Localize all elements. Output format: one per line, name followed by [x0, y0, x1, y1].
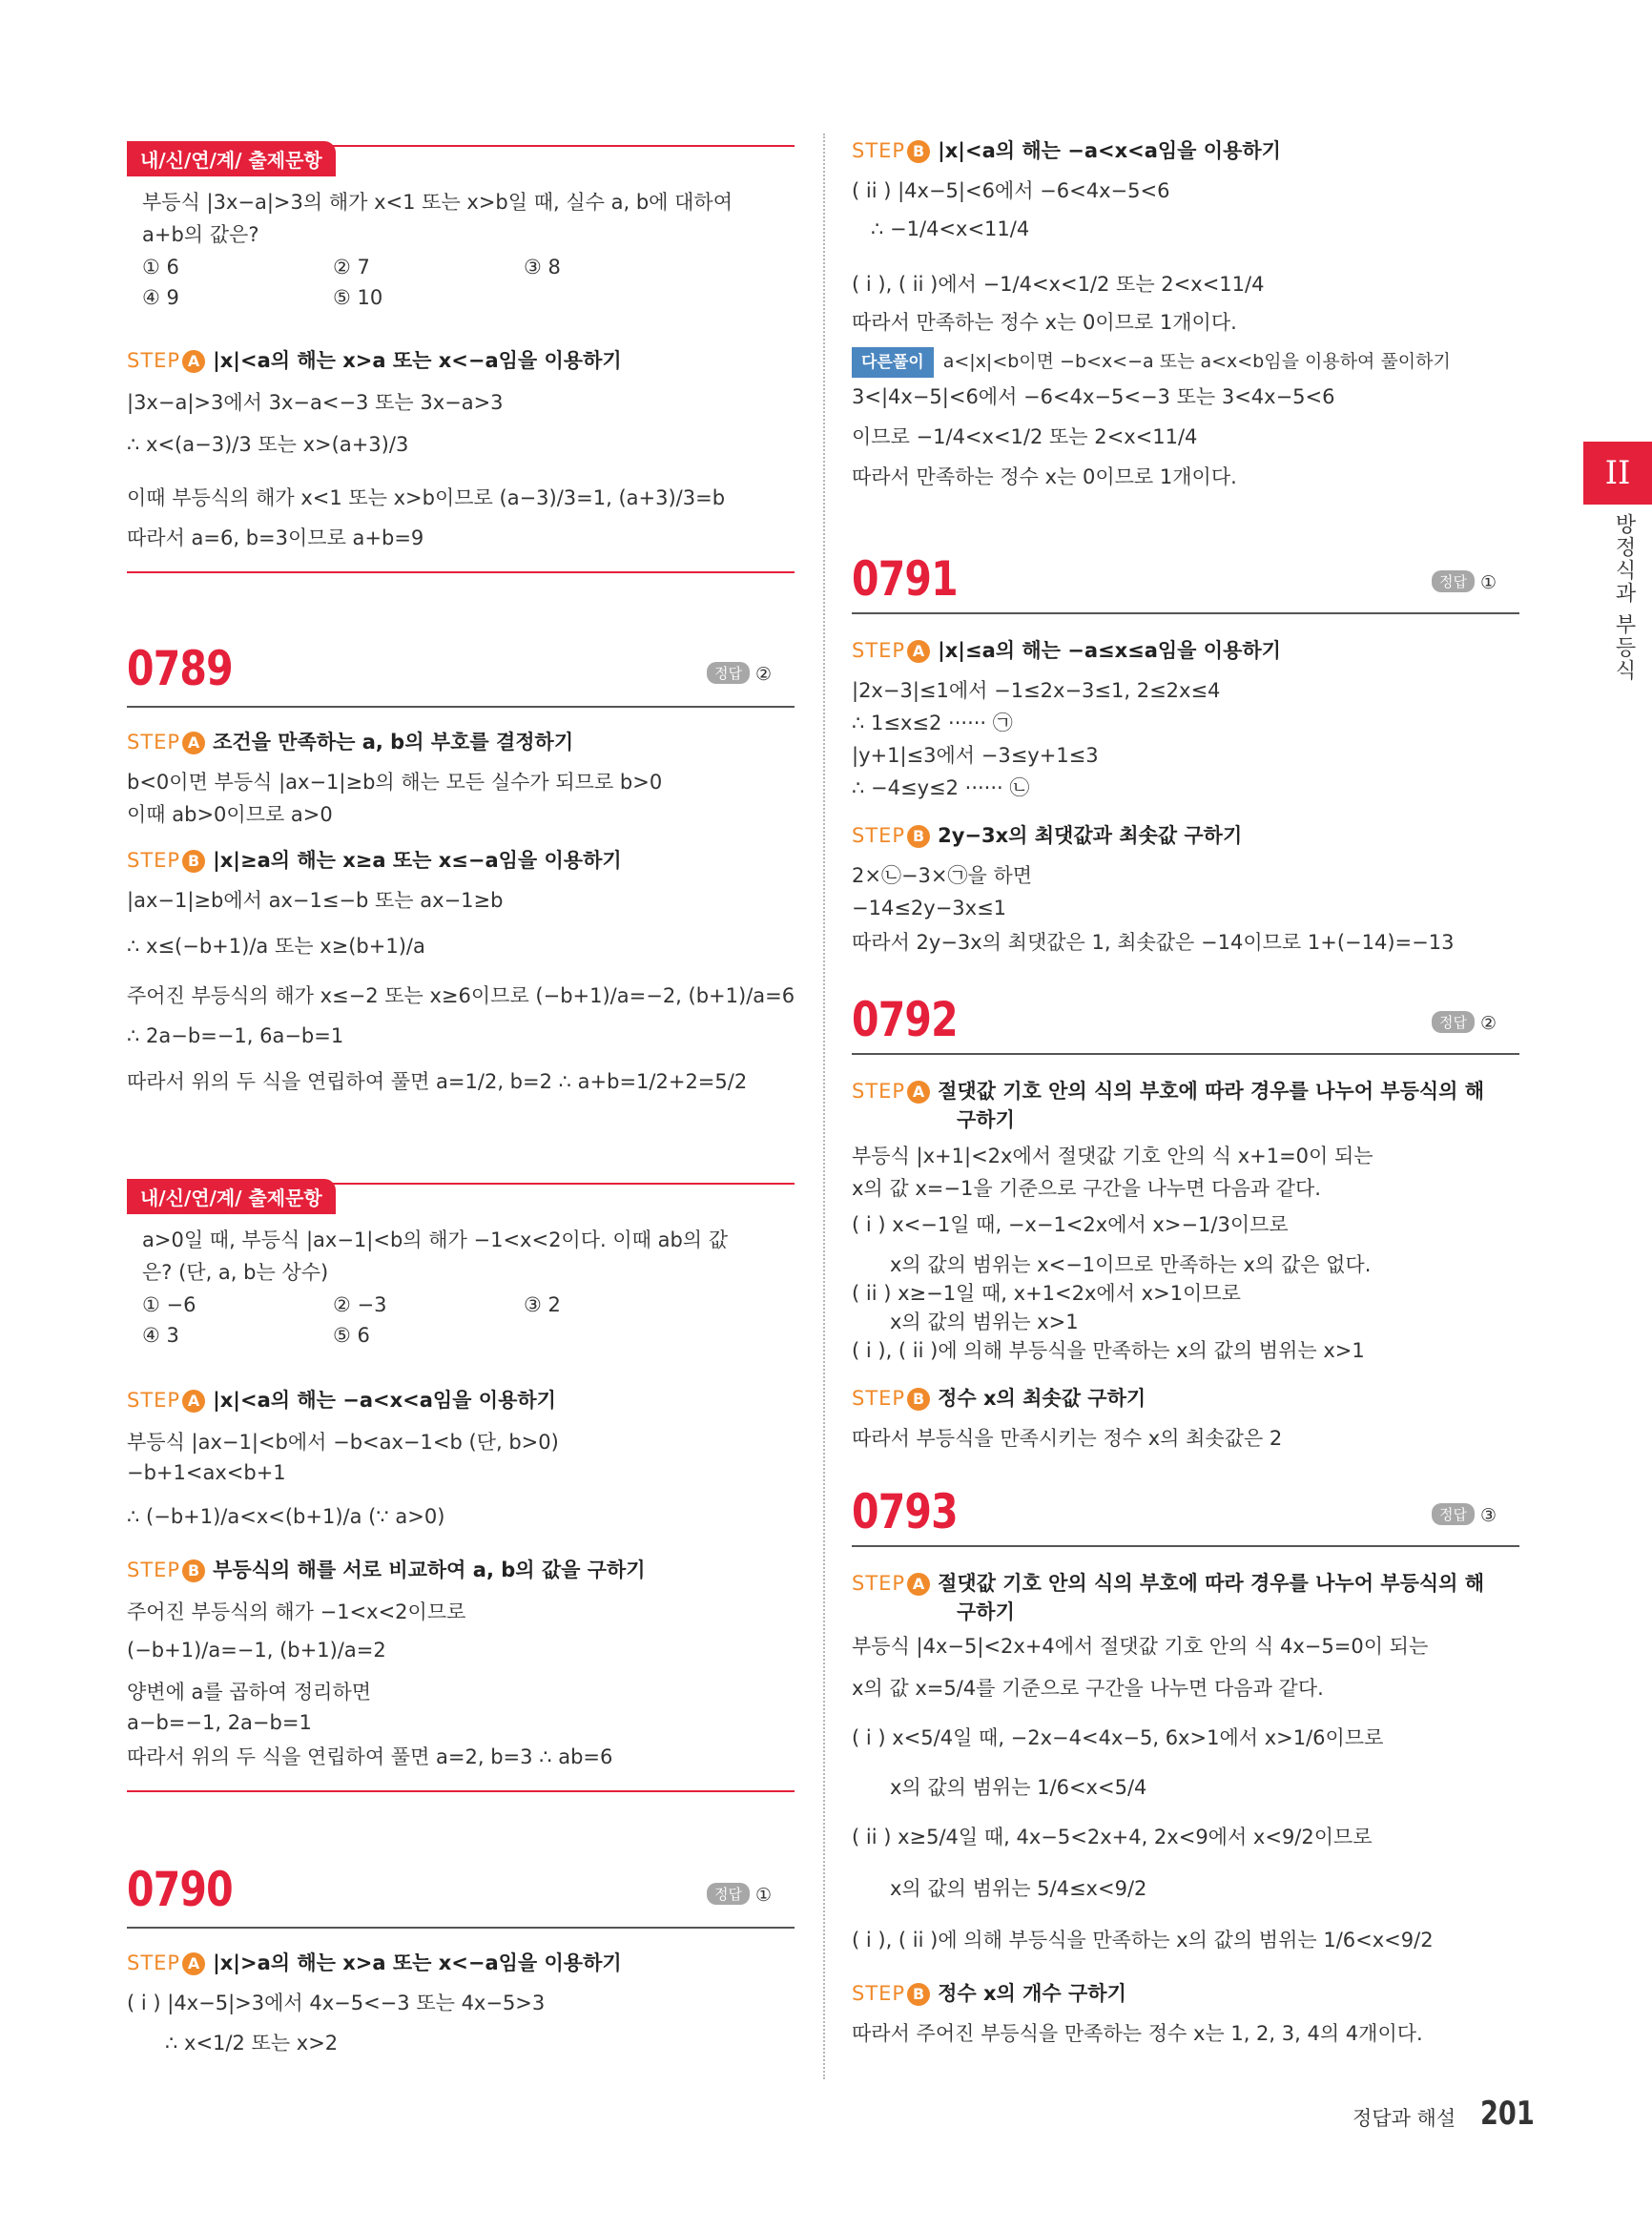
red-rule [127, 1790, 795, 1792]
step-title-continued: 구하기 [957, 1108, 1015, 1131]
answer-tag: 정답 [1432, 570, 1475, 592]
page-number: 201 [1480, 2095, 1535, 2133]
solution-line: ( ii ) x≥−1일 때, x+1<2x에서 x>1이므로 [852, 1282, 1241, 1305]
solution-line: 따라서 부등식을 만족시키는 정수 x의 최솟값은 2 [852, 1427, 1283, 1450]
answer-tag: 정답 [707, 1883, 750, 1905]
step-label: STEP [127, 1559, 181, 1581]
choice-4: ④ 3 [142, 1324, 179, 1347]
solution-line: −14≤2y−3x≤1 [852, 897, 1007, 919]
solution-line: 이때 부등식의 해가 x<1 또는 x>b이므로 (a−3)/3=1, (a+3)/3=b [127, 486, 726, 509]
answer-tag: 정답 [1432, 1503, 1475, 1525]
step-label: STEP [852, 639, 906, 662]
solution-line: ∴ x<(a−3)/3 또는 x>(a+3)/3 [127, 433, 409, 456]
step-title: |x|≤a의 해는 −a≤x≤a임을 이용하기 [938, 639, 1281, 662]
choice-4: ④ 9 [142, 286, 179, 309]
solution-line: x의 값 x=5/4를 기준으로 구간을 나누면 다음과 같다. [852, 1677, 1324, 1700]
solution-line: ( ii ) |4x−5|<6에서 −6<4x−5<6 [852, 179, 1170, 202]
step-title: 정수 x의 개수 구하기 [938, 1982, 1126, 2005]
answer-tag: 정답 [1432, 1011, 1475, 1033]
choice-2: ② 7 [333, 256, 370, 279]
solution-line: ∴ 2a−b=−1, 6a−b=1 [127, 1024, 344, 1047]
step-label: STEP [852, 1387, 906, 1410]
step-badge-b: B [182, 1559, 205, 1582]
question-line: a+b의 값은? [142, 223, 259, 246]
solution-line: 따라서 2y−3x의 최댓값은 1, 최솟값은 −14이므로 1+(−14)=−13 [852, 931, 1455, 954]
solution-line: ( i ), ( ii )에서 −1/4<x<1/2 또는 2<x<11/4 [852, 273, 1265, 296]
step-badge-a: A [182, 1952, 205, 1975]
step-badge-b: B [907, 825, 930, 848]
solution-line: 부등식 |4x−5|<2x+4에서 절댓값 기호 안의 식 4x−5=0이 되는 [852, 1635, 1429, 1658]
step-title: 조건을 만족하는 a, b의 부호를 결정하기 [213, 731, 574, 754]
step-label: STEP [127, 849, 181, 872]
step-badge-b: B [907, 140, 930, 163]
solution-line: ∴ x≤(−b+1)/a 또는 x≥(b+1)/a [127, 935, 425, 958]
solution-line: (−b+1)/a=−1, (b+1)/a=2 [127, 1639, 386, 1662]
step-b-heading [852, 1383, 1146, 1412]
choice-1: ① −6 [142, 1293, 196, 1316]
choice-3: ③ 8 [524, 256, 561, 279]
solution-line: x의 값의 범위는 x<−1이므로 만족하는 x의 값은 없다. [890, 1253, 1372, 1276]
solution-line: b<0이면 부등식 |ax−1|≥b의 해는 모든 실수가 되므로 b>0 [127, 771, 663, 794]
answer-indicator [1432, 1503, 1497, 1526]
step-b-heading [127, 845, 622, 874]
step-a-heading [127, 345, 622, 374]
solution-line: 이때 ab>0이므로 a>0 [127, 803, 333, 826]
solution-line: ( ii ) x≥5/4일 때, 4x−5<2x+4, 2x<9에서 x<9/2이므로 [852, 1826, 1373, 1848]
step-title: 부등식의 해를 서로 비교하여 a, b의 값을 구하기 [213, 1559, 646, 1581]
answer-value: ② [754, 664, 773, 685]
step-b-heading [852, 1978, 1126, 2007]
choice-1: ① 6 [142, 256, 179, 279]
choice-3: ③ 2 [524, 1293, 561, 1316]
step-badge-a: A [182, 732, 205, 754]
step-badge-a: A [907, 1081, 930, 1104]
step-title: 절댓값 기호 안의 식의 부호에 따라 경우를 나누어 부등식의 해 [938, 1572, 1485, 1595]
step-title: |x|<a의 해는 −a<x<a임을 이용하기 [938, 139, 1281, 162]
step-b-heading [852, 820, 1242, 849]
red-rule [279, 1183, 795, 1185]
step-title: 2y−3x의 최댓값과 최솟값 구하기 [938, 824, 1243, 847]
step-label: STEP [852, 1982, 906, 2005]
answer-value: ② [1479, 1013, 1497, 1034]
step-a-heading [852, 1568, 1484, 1597]
chapter-tab: II [1583, 442, 1652, 505]
answer-indicator [707, 1883, 772, 1906]
step-badge-a: A [907, 640, 930, 663]
step-label: STEP [852, 824, 906, 847]
step-label: STEP [852, 1080, 906, 1103]
problem-number: 0790 [127, 1862, 233, 1917]
answer-indicator [1432, 1011, 1497, 1034]
solution-line: 양변에 a를 곱하여 정리하면 [127, 1681, 372, 1703]
step-badge-a: A [907, 1573, 930, 1596]
related-problem-tag: 내/신/연/계/ 출제문항 [127, 1179, 336, 1214]
choice-5: ⑤ 10 [333, 286, 383, 309]
answer-value: ① [754, 1885, 773, 1906]
chapter-title: 방정식과 부등식 [1612, 513, 1636, 682]
step-b-heading [852, 135, 1281, 164]
step-badge-b: B [907, 1983, 930, 2006]
problem-number: 0792 [852, 992, 958, 1047]
answer-tag: 정답 [707, 662, 750, 684]
step-title: 절댓값 기호 안의 식의 부호에 따라 경우를 나누어 부등식의 해 [938, 1080, 1485, 1103]
alt-solution-title: a<|x|<b이면 −b<x<−a 또는 a<x<b임을 이용하여 풀이하기 [942, 351, 1451, 372]
step-badge-a: A [182, 350, 205, 373]
question-line: a>0일 때, 부등식 |ax−1|<b의 해가 −1<x<2이다. 이때 ab의 값 [142, 1229, 729, 1251]
step-title: |x|<a의 해는 x>a 또는 x<−a임을 이용하기 [213, 349, 622, 372]
solution-line: ∴ x<1/2 또는 x>2 [165, 2032, 339, 2054]
section-rule [852, 1053, 1519, 1055]
step-badge-b: B [907, 1388, 930, 1411]
section-rule [852, 612, 1519, 614]
solution-line: 따라서 만족하는 정수 x는 0이므로 1개이다. [852, 465, 1237, 488]
solution-line: x의 값의 범위는 1/6<x<5/4 [890, 1776, 1147, 1799]
step-title: |x|≥a의 해는 x≥a 또는 x≤−a임을 이용하기 [213, 849, 622, 872]
step-a-heading [127, 1385, 556, 1414]
step-label: STEP [127, 731, 181, 754]
step-title: |x|>a의 해는 x>a 또는 x<−a임을 이용하기 [213, 1951, 622, 1974]
problem-number: 0793 [852, 1484, 958, 1539]
solution-line: 따라서 위의 두 식을 연립하여 풀면 a=1/2, b=2 ∴ a+b=1/2+2=5/2 [127, 1070, 748, 1093]
alt-solution-heading [852, 347, 1451, 378]
step-label: STEP [127, 1389, 181, 1412]
solution-line: ∴ 1≤x≤2 ······ ㉠ [852, 712, 1013, 734]
question-line: 부등식 |3x−a|>3의 해가 x<1 또는 x>b일 때, 실수 a, b에 대하여 [142, 191, 733, 214]
solution-line: 따라서 a=6, b=3이므로 a+b=9 [127, 527, 424, 549]
step-a-heading [127, 1948, 622, 1976]
solution-line: |2x−3|≤1에서 −1≤2x−3≤1, 2≤2x≤4 [852, 679, 1221, 702]
answer-value: ① [1479, 572, 1497, 593]
solution-line: ∴ −4≤y≤2 ······ ㉡ [852, 776, 1030, 799]
solution-line: ( i ) x<5/4일 때, −2x−4<4x−5, 6x>1에서 x>1/6이므로 [852, 1726, 1384, 1749]
solution-line: |ax−1|≥b에서 ax−1≤−b 또는 ax−1≥b [127, 889, 504, 912]
solution-line: ( i ) x<−1일 때, −x−1<2x에서 x>−1/3이므로 [852, 1213, 1289, 1236]
section-rule [127, 706, 795, 708]
solution-line: x의 값의 범위는 5/4≤x<9/2 [890, 1877, 1147, 1900]
related-problem-tag: 내/신/연/계/ 출제문항 [127, 141, 336, 176]
alt-solution-tag: 다른풀이 [852, 347, 934, 378]
question-line: 은? (단, a, b는 상수) [142, 1261, 329, 1284]
solution-line: 부등식 |ax−1|<b에서 −b<ax−1<b (단, b>0) [127, 1431, 559, 1454]
solution-line: 3<|4x−5|<6에서 −6<4x−5<−3 또는 3<4x−5<6 [852, 385, 1335, 408]
solution-line: a−b=−1, 2a−b=1 [127, 1711, 312, 1734]
solution-line: 부등식 |x+1|<2x에서 절댓값 기호 안의 식 x+1=0이 되는 [852, 1145, 1373, 1167]
step-label: STEP [127, 349, 181, 372]
answer-value: ③ [1479, 1505, 1497, 1526]
red-rule [279, 145, 795, 147]
solution-line: 2×㉡−3×㉠을 하면 [852, 864, 1033, 887]
step-a-heading [852, 1076, 1484, 1105]
solution-line: x의 값의 범위는 x>1 [890, 1311, 1079, 1333]
step-title: 정수 x의 최솟값 구하기 [938, 1387, 1146, 1410]
solution-line: 주어진 부등식의 해가 x≤−2 또는 x≥6이므로 (−b+1)/a=−2, (b+1)/a=6 [127, 984, 795, 1007]
solution-line: 따라서 위의 두 식을 연립하여 풀면 a=2, b=3 ∴ ab=6 [127, 1745, 613, 1768]
choice-2: ② −3 [333, 1293, 387, 1316]
section-rule [127, 1927, 795, 1929]
choice-5: ⑤ 6 [333, 1324, 370, 1347]
red-rule [127, 571, 795, 573]
step-label: STEP [127, 1951, 181, 1974]
step-a-heading [127, 727, 573, 755]
solution-line: ( i ), ( ii )에 의해 부등식을 만족하는 x의 값의 범위는 x>1 [852, 1339, 1365, 1362]
step-badge-b: B [182, 850, 205, 873]
step-label: STEP [852, 139, 906, 162]
step-title-continued: 구하기 [957, 1600, 1015, 1623]
solution-line: 주어진 부등식의 해가 −1<x<2이므로 [127, 1600, 466, 1623]
answer-indicator [707, 662, 772, 685]
footer-label: 정답과 해설 [1353, 2107, 1456, 2130]
solution-line: 이므로 −1/4<x<1/2 또는 2<x<11/4 [852, 425, 1198, 448]
solution-line: −b+1<ax<b+1 [127, 1461, 286, 1484]
problem-number: 0791 [852, 551, 958, 607]
problem-number: 0789 [127, 641, 233, 696]
step-a-heading [852, 635, 1281, 664]
solution-line: ( i ), ( ii )에 의해 부등식을 만족하는 x의 값의 범위는 1/6<x<9/2 [852, 1929, 1434, 1951]
solution-line: |3x−a|>3에서 3x−a<−3 또는 3x−a>3 [127, 391, 504, 414]
answer-indicator [1432, 570, 1497, 593]
solution-line: x의 값 x=−1을 기준으로 구간을 나누면 다음과 같다. [852, 1177, 1321, 1200]
solution-line: 따라서 만족하는 정수 x는 0이므로 1개이다. [852, 311, 1237, 334]
column-divider [823, 134, 825, 2079]
solution-line: ∴ (−b+1)/a<x<(b+1)/a (∵ a>0) [127, 1505, 445, 1528]
section-rule [852, 1545, 1519, 1547]
solution-line: ( i ) |4x−5|>3에서 4x−5<−3 또는 4x−5>3 [127, 1992, 546, 2014]
solution-line: ∴ −1/4<x<11/4 [871, 217, 1030, 240]
step-label: STEP [852, 1572, 906, 1595]
solution-line: 따라서 주어진 부등식을 만족하는 정수 x는 1, 2, 3, 4의 4개이다. [852, 2022, 1423, 2045]
step-title: |x|<a의 해는 −a<x<a임을 이용하기 [213, 1389, 556, 1412]
solution-line: |y+1|≤3에서 −3≤y+1≤3 [852, 744, 1099, 767]
step-badge-a: A [182, 1390, 205, 1413]
step-b-heading [127, 1555, 646, 1583]
